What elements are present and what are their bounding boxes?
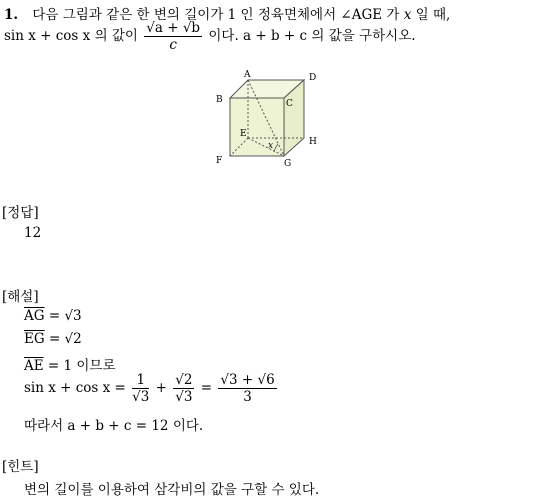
- fraction-1-num: 1: [132, 373, 149, 389]
- fraction-3-den: 3: [243, 389, 252, 406]
- question-line2-tail: 이다. a + b + c 의 값을 구하시오.: [208, 28, 416, 45]
- question-fraction-den: c: [169, 37, 177, 54]
- answer-value: 12: [24, 225, 42, 241]
- explanation-header: [해설]: [2, 289, 39, 305]
- ae-value: = 1 이므로: [47, 358, 116, 374]
- explanation-eg-line: [24, 331, 82, 347]
- question-fraction-num: √a + √b: [146, 20, 201, 36]
- explanation-sum-line: [24, 373, 279, 404]
- fraction-1-den: √3: [132, 389, 150, 406]
- answer-header: [정답]: [2, 205, 39, 221]
- explanation-ae-line: [24, 354, 116, 374]
- angle-variable: x: [403, 7, 412, 23]
- ag-value: = √3: [48, 308, 82, 324]
- question-number: 1.: [4, 7, 19, 23]
- label-b: B: [216, 95, 223, 105]
- label-f: F: [216, 156, 223, 166]
- plus-sign: +: [155, 380, 167, 397]
- label-e: E: [240, 129, 247, 139]
- label-g: G: [284, 159, 292, 169]
- explanation-conclusion: 따라서 a + b + c = 12 이다.: [24, 418, 204, 434]
- fraction-3-num: √3 + √6: [220, 372, 275, 388]
- label-x: x: [268, 141, 274, 151]
- segment-eg: $\overline{EG}$: [24, 331, 45, 347]
- label-c: C: [286, 99, 293, 109]
- fraction-2: [173, 373, 194, 404]
- segment-ae: $\overline{AE}$: [24, 358, 44, 374]
- label-a: A: [244, 70, 251, 80]
- question-fraction: [144, 21, 202, 52]
- label-h: H: [309, 137, 317, 147]
- fraction-2-den: √3: [175, 389, 193, 406]
- question-line-2: [4, 21, 416, 52]
- question-line-1: [4, 3, 450, 23]
- sum-lhs: sin x + cos x =: [24, 380, 126, 397]
- question-text-tail: 일 때,: [415, 7, 451, 23]
- segment-ag: $\overline{AG}$: [24, 308, 45, 324]
- eg-value: = √2: [48, 331, 82, 347]
- explanation-ag-line: [24, 308, 82, 324]
- question-text: 다음 그림과 같은 한 변의 길이가 1 인 정육면체에서 ∠AGE 가: [32, 7, 400, 23]
- expr-sin-cos: sin x + cos x: [4, 28, 91, 45]
- fraction-1: [132, 373, 149, 404]
- question-mid: 의 값이: [94, 28, 138, 45]
- fraction-2-num: √2: [175, 372, 193, 388]
- cube-figure: [212, 68, 324, 170]
- fraction-3: [218, 373, 276, 404]
- label-d: D: [309, 73, 317, 83]
- hint-header: [힌트]: [2, 459, 39, 475]
- equals-sign: =: [200, 380, 213, 397]
- hint-text: 변의 길이를 이용하여 삼각비의 값을 구할 수 있다.: [24, 482, 320, 498]
